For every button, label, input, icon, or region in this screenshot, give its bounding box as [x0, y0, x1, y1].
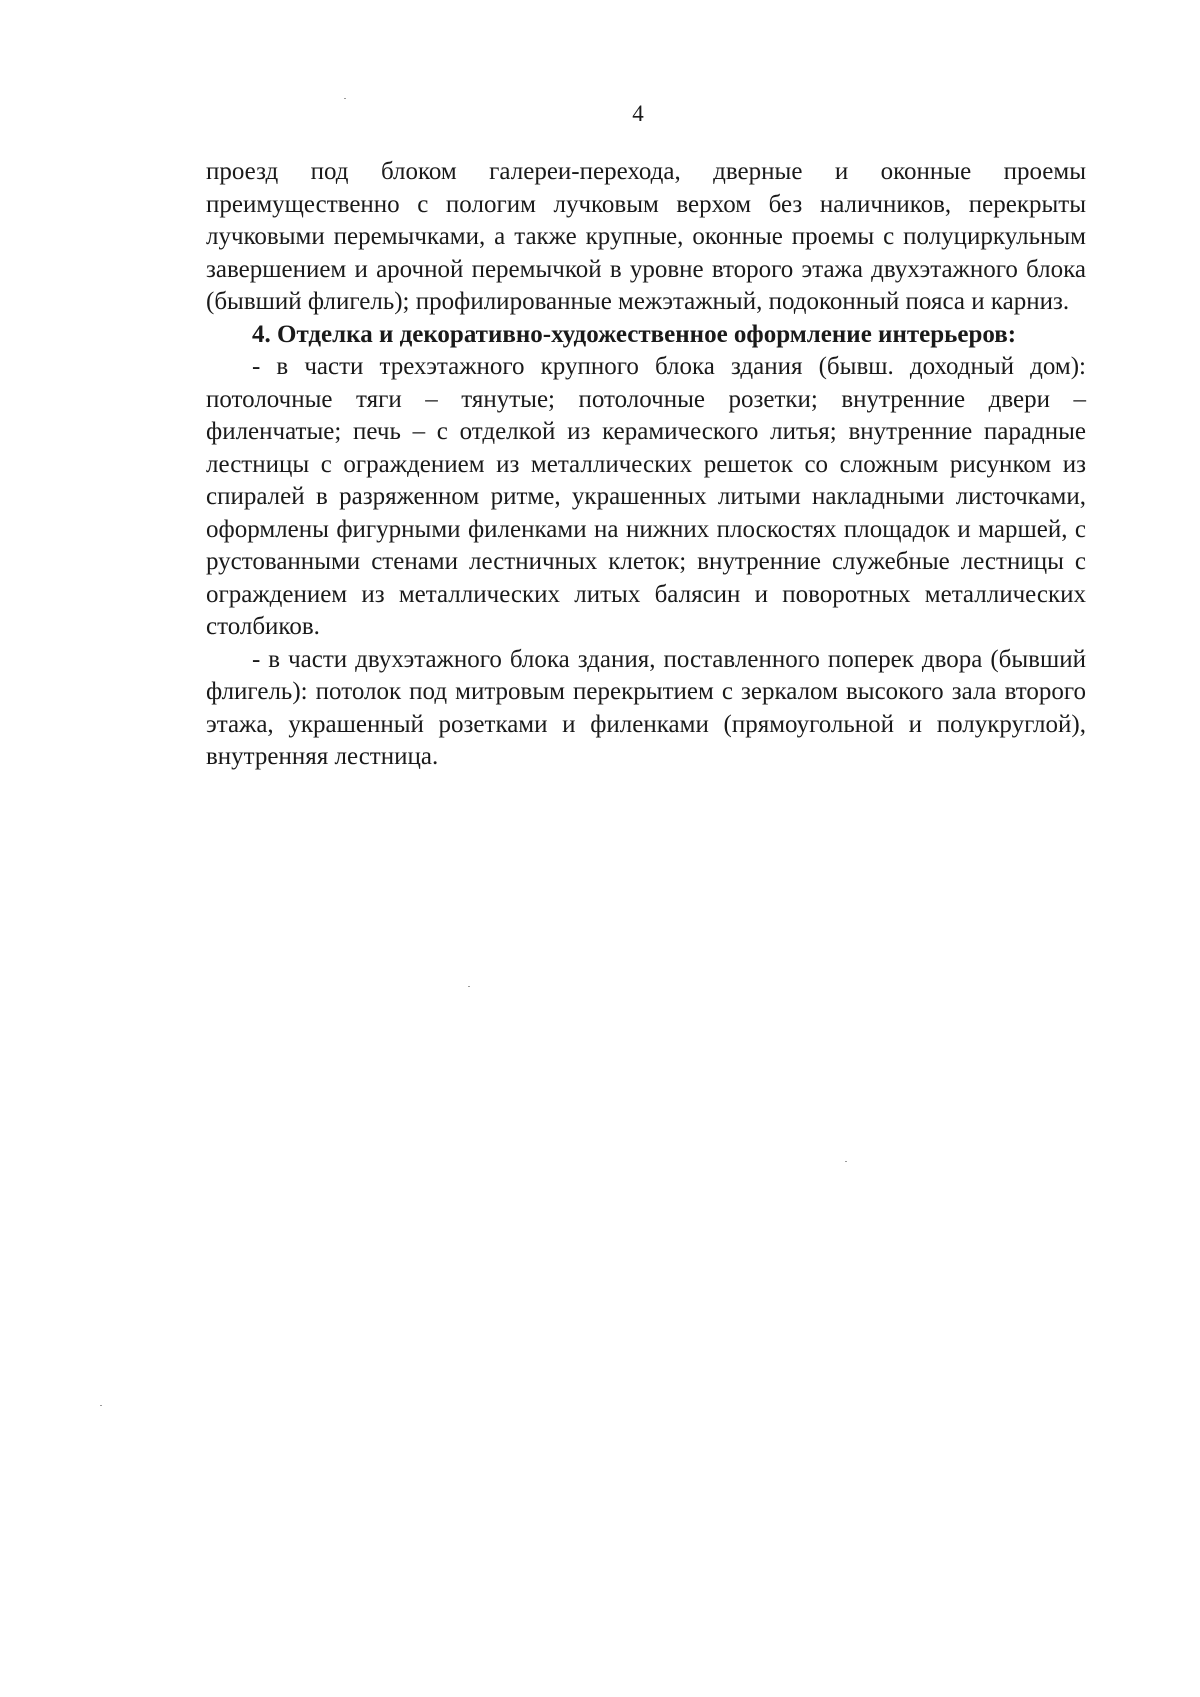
- paragraph-two-storey-block: - в части двухэтажного блока здания, поставленного поперек двора (бывший флигель): потолок под митровым перекрытием с зеркалом высокого зала второго этажа, украшенный розетками и филенками (прямоугольной и полукруглой), внутренняя лестница.: [206, 645, 1086, 770]
- scan-speck: [344, 98, 346, 99]
- section-heading-interior-finish: 4. Отделка и декоративно-художественное оформление интерьеров:: [252, 320, 1017, 348]
- document-body: [206, 156, 1086, 774]
- page-number: 4: [632, 101, 644, 126]
- paragraph-three-storey-block: - в части трехэтажного крупного блока здания (бывш. доходный дом): потолочные тяги – тянутые; потолочные розетки; внутренние двери – филенчатые; печь – с отделкой из керамического литья; внутренние парадные лестницы с ограждением из металлических решеток со сложным рисунком из спиралей в разряженном ритме, украшенных литыми накладными листочками, оформлены фигурными филенками на нижних плоскостях площадок и маршей, с рустованными стенами лестничных клеток; внутренние служебные лестницы с ограждением из металлических литых балясин и поворотных металлических столбиков.: [206, 353, 1086, 640]
- paragraph-facade-continuation: проезд под блоком галереи-перехода, дверные и оконные проемы преимущественно с пологим лучковым верхом без наличников, перекрыты лучковыми перемычками, а также крупные, оконные проемы с полуциркульным завершением и арочной перемычкой в уровне второго этажа двухэтажного блока (бывший флигель); профилированные межэтажный, подоконный пояса и карниз.: [206, 158, 1086, 315]
- scan-speck: [845, 1161, 847, 1162]
- scan-speck: [100, 1405, 102, 1406]
- scan-speck: [468, 986, 470, 987]
